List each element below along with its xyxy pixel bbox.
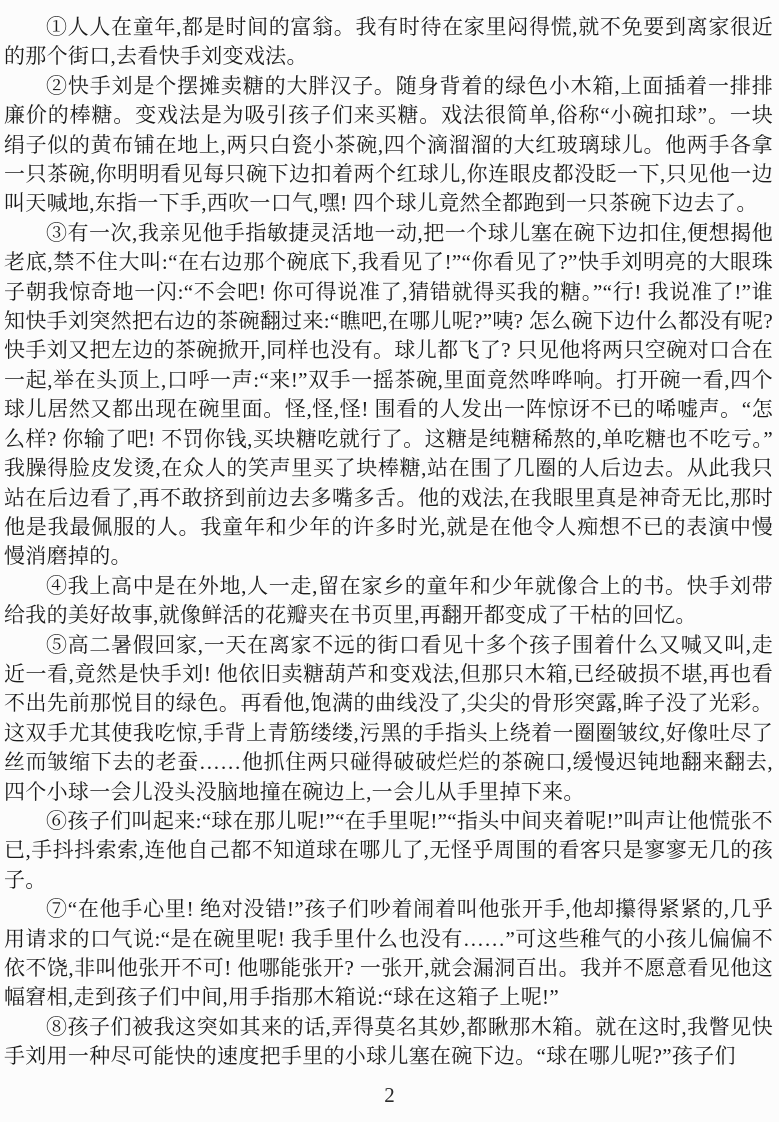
paragraph-2: ②快手刘是个摆摊卖糖的大胖汉子。随身背着的绿色小木箱,上面插着一排排廉价的棒糖。变戏法是为吸引孩子们来买糖。戏法很简单,俗称“小碗扣球”。一块绢子似的黄布铺在地上,两只白瓷小茶碗,四个滴溜溜的大红玻璃球儿。他两手各拿一只茶碗,你明明看见每只碗下边扣着两个红球儿,你连眼皮都没眨一下,只见他一边叫天喊地,东指一下手,西吹一口气,嘿! 四个球儿竟然全都跑到一只茶碗下边去了。 xyxy=(4,73,773,216)
paragraph-1: ①人人在童年,都是时间的富翁。我有时待在家里闷得慌,就不免要到离家很近的那个街口,去看快手刘变戏法。 xyxy=(4,15,773,69)
paragraph-6: ⑥孩子们叫起来:“球在那儿呢!”“在手里呢!”“指头中间夹着呢!”叫声让他慌张不已,手抖抖索索,连他自己都不知道球在哪儿了,无怪乎周围的看客只是寥寥无几的孩子。 xyxy=(4,808,773,892)
paragraph-5: ⑤高二暑假回家,一天在离家不远的街口看见十多个孩子围着什么又喊又叫,走近一看,竟然是快手刘! 他依旧卖糖葫芦和变戏法,但那只木箱,已经破损不堪,再也看不出先前那悦目的绿色。再看他,饱满的曲线没了,尖尖的骨形突露,眸子没了光彩。这双手尤其使我吃惊,手背上青筋缕缕,污黑的手指头上绕着一圈圈皱纹,好像吐尽了丝而皱缩下去的老蚕……他抓住两只碰得破破烂烂的茶碗口,缓慢迟钝地翻来翻去,四个小球一会儿没头没脑地撞在碗边上,一会儿从手里掉下来。 xyxy=(4,632,773,804)
paragraph-3: ③有一次,我亲见他手指敏捷灵活地一动,把一个球儿塞在碗下边扣住,便想揭他老底,禁不住大叫:“在右边那个碗底下,我看见了!”“你看见了?”快手刘明亮的大眼珠子朝我惊奇地一闪:“不会吧! 你可得说准了,猜错就得买我的糖。”“行! 我说准了!”谁知快手刘突然把右边的茶碗翻过来:“瞧吧,在哪儿呢?”咦? 怎么碗下边什么都没有呢? 快手刘又把左边的茶碗掀开,同样也没有。球儿都飞了? 只见他将两只空碗对口合在一起,举在头顶上,口呼一声:“来!”双手一摇茶碗,里面竟然哗哗响。打开碗一看,四个球儿居然又都出现在碗里面。怪,怪,怪! 围看的人发出一阵惊讶不已的唏嘘声。“怎么样? 你输了吧! 不罚你钱,买块糖吃就行了。这糖是纯糖稀熬的,单吃糖也不吃亏。”我臊得脸皮发烫,在众人的笑声里买了块棒糖,站在围了几圈的人后边去。从此我只站在后边看了,再不敢挤到前边去多嘴多舌。他的戏法,在我眼里真是神奇无比,那时他是我最佩服的人。我童年和少年的许多时光,就是在他令人痴想不已的表演中慢慢消磨掉的。 xyxy=(4,220,773,569)
page-footer xyxy=(0,1083,779,1108)
paragraph-7: ⑦“在他手心里! 绝对没错!”孩子们吵着闹着叫他张开手,他却攥得紧紧的,几乎用请求的口气说:“是在碗里呢! 我手里什么也没有……”可这些稚气的小孩儿偏偏不依不饶,非叫他张开不可! 他哪能张开? 一张开,就会漏洞百出。我并不愿意看见他这幅窘相,走到孩子们中间,用手指那木箱说:“球在这箱子上呢!” xyxy=(4,897,773,1010)
reading-passage xyxy=(4,13,773,1072)
paragraph-8: ⑧孩子们被我这突如其来的话,弄得莫名其妙,都瞅那木箱。就在这时,我瞥见快手刘用一种尽可能快的速度把手里的小球儿塞在碗下边。“球在哪儿呢?”孩子们 xyxy=(4,1014,773,1069)
paragraph-4: ④我上高中是在外地,人一走,留在家乡的童年和少年就像合上的书。快手刘带给我的美好故事,就像鲜活的花瓣夹在书页里,再翻开都变成了干枯的回忆。 xyxy=(4,573,773,628)
page-number: 2 xyxy=(384,1083,395,1107)
